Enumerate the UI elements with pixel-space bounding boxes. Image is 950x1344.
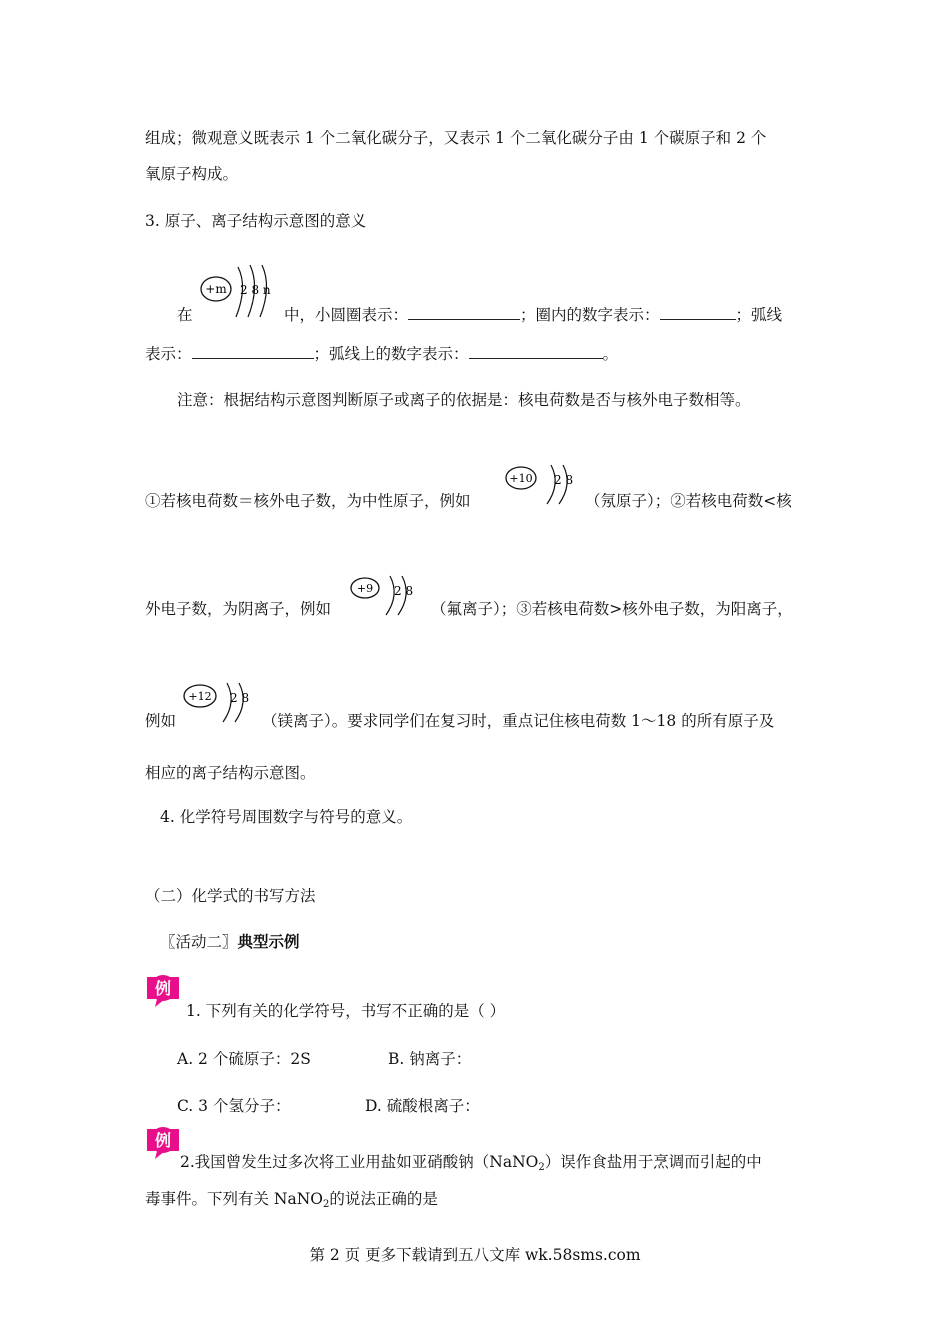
atom-structure-diagram (200, 262, 290, 326)
shell-numbers: 2 8 (394, 584, 414, 598)
example-badge-icon (145, 973, 181, 1009)
nucleus-label: +12 (188, 690, 212, 703)
section-heading: 3. 原子、离子结构示意图的意义 (145, 212, 367, 230)
paragraph-line: 组成；微观意义既表示 1 个二氧化碳分子，又表示 1 个二氧化碳分子由 1 个碳原子和 2 个 (145, 129, 767, 147)
neon-atom-diagram (505, 462, 585, 512)
part-heading: （二）化学式的书写方法 (145, 887, 316, 905)
option-d: D. 硫酸根离子： (365, 1097, 480, 1115)
activity-heading (160, 931, 300, 953)
page-footer: 第 2 页 更多下载请到五八文库 wk.58sms.com (309, 1246, 641, 1264)
fill-text: 。 (602, 345, 619, 363)
question-line (145, 1188, 438, 1216)
paragraph-line: 氧原子构成。 (145, 165, 239, 183)
magnesium-ion-diagram (183, 680, 263, 730)
option-c: C. 3 个氢分子： (177, 1097, 291, 1115)
fill-text: 表示： (145, 345, 192, 363)
case-text: 相应的离子结构示意图。 (145, 764, 316, 782)
magnesium-ion-svg (183, 680, 263, 726)
example-badge-svg (145, 973, 181, 1009)
fill-text: ；弧线上的数字表示： (313, 345, 469, 363)
case-text: 外电子数，为阴离子，例如 (145, 600, 332, 618)
question-text: 毒事件。下列有关 NaNO (145, 1190, 324, 1208)
question-text: 2.我国曾发生过多次将工业用盐如亚硝酸钠（NaNO (180, 1153, 539, 1171)
fill-text: ；圈内的数字表示： (520, 306, 660, 324)
fill-text: ；弧线 (735, 306, 783, 324)
nucleus-label: +m (205, 282, 227, 296)
shell-numbers: 2 8 (554, 473, 574, 487)
activity-title: 典型示例 (237, 932, 300, 951)
fluoride-ion-svg (350, 573, 430, 619)
fill-line-2 (145, 343, 618, 365)
activity-bracket: 〖活动二〗 (160, 933, 238, 951)
fill-line-1b (284, 304, 782, 326)
question-stem: 1. 下列有关的化学符号，书写不正确的是（ ） (186, 1002, 506, 1020)
nucleus-label: +9 (356, 582, 374, 595)
neon-atom-svg (505, 462, 585, 508)
subscript: 2 (538, 1162, 545, 1173)
section-heading: 4. 化学符号周围数字与符号的意义。 (160, 808, 413, 826)
example-badge-svg (145, 1125, 181, 1161)
answer-blank[interactable] (192, 343, 314, 359)
example-badge-icon (145, 1125, 181, 1161)
fill-line-1 (177, 304, 193, 326)
shell-numbers: 2 8 (230, 691, 250, 705)
case-text: 例如 (145, 712, 177, 730)
fill-pre: 在 (177, 306, 193, 324)
answer-blank[interactable] (469, 343, 603, 359)
shell-numbers: 2 8 n (240, 283, 271, 297)
question-line (180, 1151, 762, 1179)
question-text: ）误作食盐用于烹调而引起的中 (544, 1153, 762, 1171)
answer-blank[interactable] (660, 304, 736, 320)
case-text: ①若核电荷数＝核外电子数，为中性原子，例如 (145, 492, 471, 510)
subscript: 2 (323, 1199, 330, 1210)
atom-structure-svg (200, 262, 290, 322)
answer-blank[interactable] (408, 304, 520, 320)
case-text: （镁离子）。要求同学们在复习时，重点记住核电荷数 1～18 的所有原子及 (262, 712, 775, 730)
question-text: 的说法正确的是 (329, 1190, 438, 1208)
case-text: （氖原子）；②若核电荷数<核 (585, 492, 792, 510)
badge-label: 例 (154, 1131, 172, 1150)
option-b: B. 钠离子： (388, 1050, 472, 1068)
nucleus-label: +10 (509, 472, 533, 485)
option-a: A. 2 个硫原子：2S (177, 1050, 311, 1068)
fluoride-ion-diagram (350, 573, 430, 623)
case-text: （氟离子）；③若核电荷数>核外电子数，为阳离子， (431, 600, 793, 618)
fill-text: 中，小圆圈表示： (284, 306, 409, 324)
badge-label: 例 (154, 979, 172, 998)
note-text: 注意：根据结构示意图判断原子或离子的依据是：核电荷数是否与核外电子数相等。 (177, 391, 751, 409)
